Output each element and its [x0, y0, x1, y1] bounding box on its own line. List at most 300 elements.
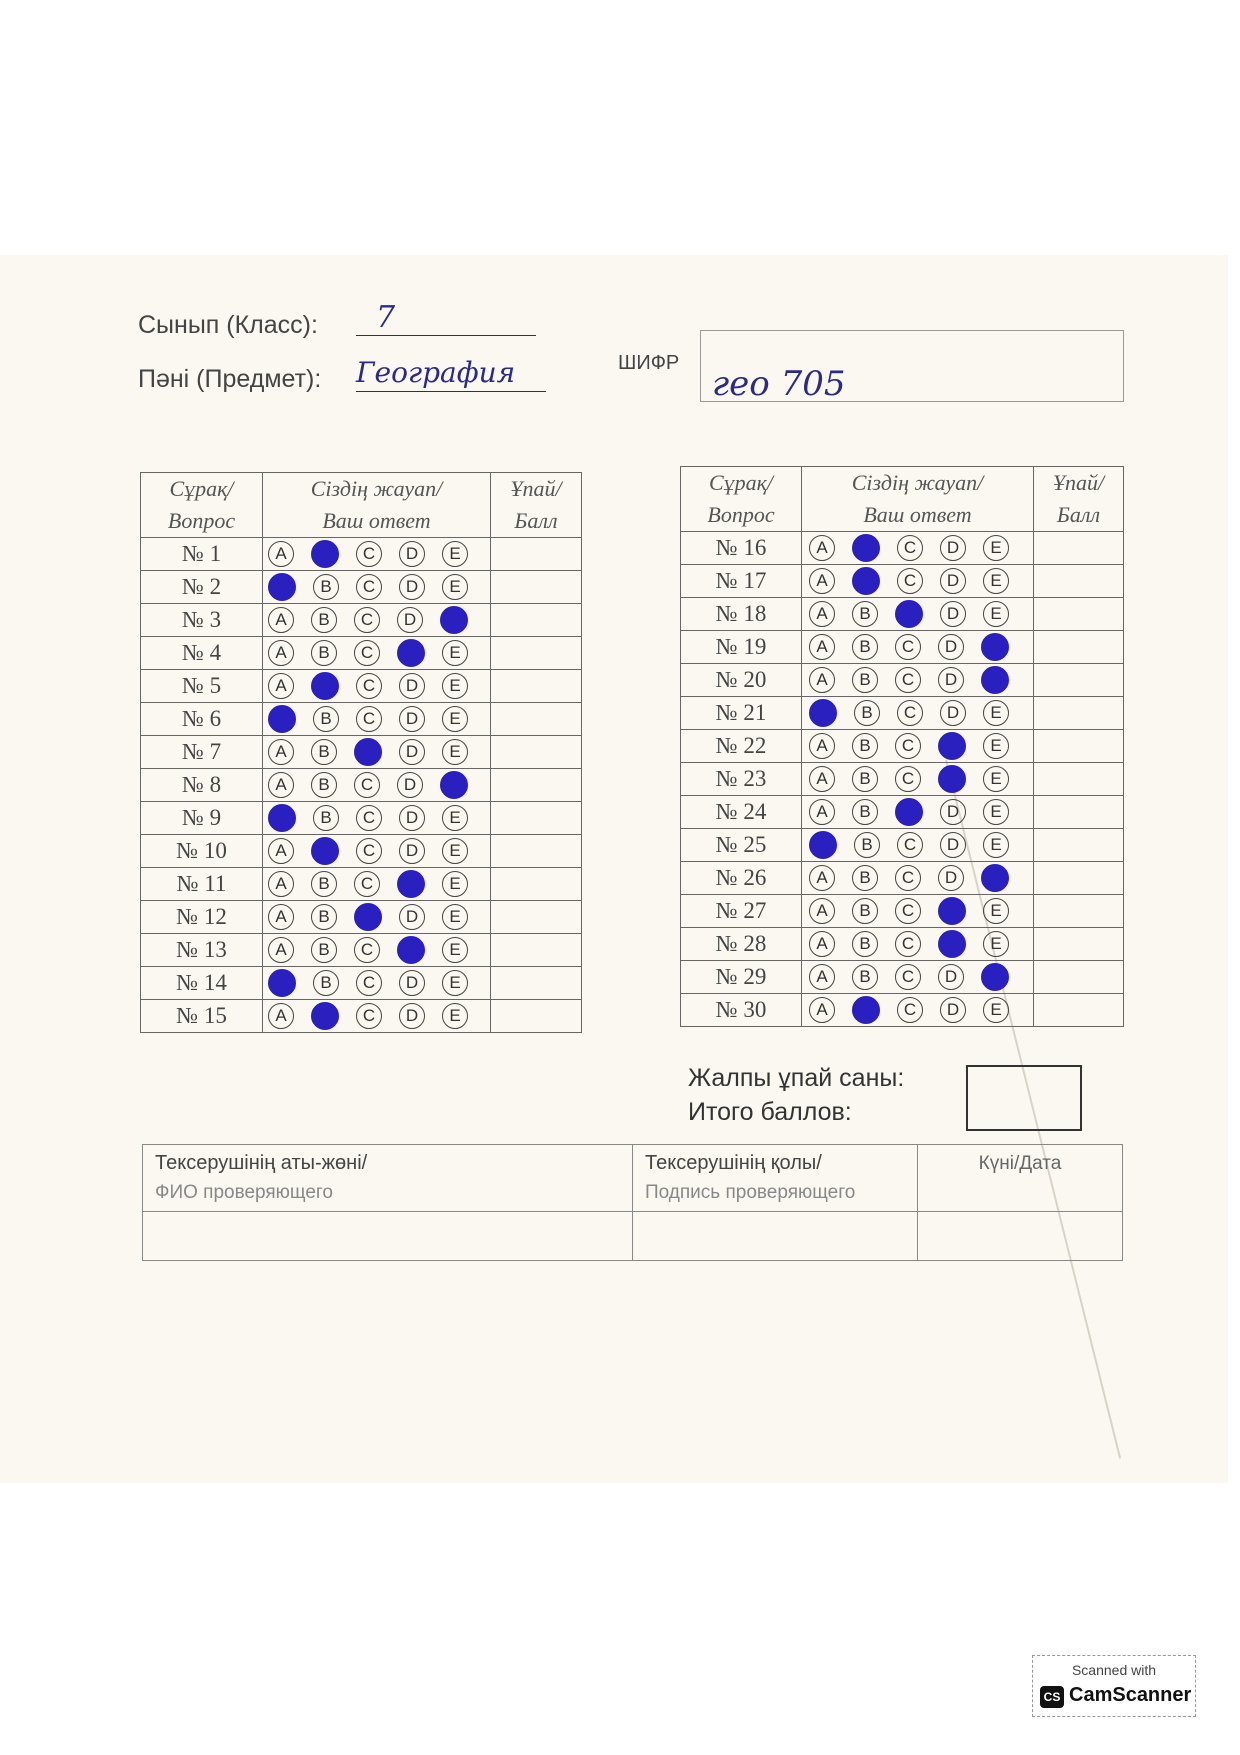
option-bubble-e[interactable]: E — [442, 970, 468, 996]
option-bubble-c[interactable]: C — [354, 607, 380, 633]
camscanner-logo-icon: CS — [1040, 1686, 1064, 1708]
answer-options — [802, 796, 1034, 829]
option-bubble-c-filled[interactable] — [354, 903, 382, 931]
class-underline — [356, 335, 536, 336]
answer-row — [141, 769, 582, 802]
answer-row — [141, 868, 582, 901]
option-bubble-d[interactable]: D — [399, 706, 425, 732]
question-number: № 20 — [681, 664, 802, 697]
option-bubble-d[interactable]: D — [399, 541, 425, 567]
option-bubble-e-filled[interactable] — [440, 771, 468, 799]
answer-options — [802, 961, 1034, 994]
question-number: № 21 — [681, 697, 802, 730]
option-bubble-d[interactable]: D — [399, 805, 425, 831]
option-bubble-d[interactable]: D — [940, 832, 966, 858]
answer-options — [802, 829, 1034, 862]
option-bubble-c[interactable]: C — [356, 805, 382, 831]
answer-options — [802, 697, 1034, 730]
option-bubble-a[interactable]: A — [268, 640, 294, 666]
option-bubble-c[interactable]: C — [356, 541, 382, 567]
question-number: № 15 — [141, 1000, 263, 1033]
option-bubble-d[interactable]: D — [938, 865, 964, 891]
score-cell[interactable] — [491, 703, 582, 736]
option-bubble-d[interactable]: D — [940, 700, 966, 726]
score-cell[interactable] — [491, 769, 582, 802]
answer-row — [681, 763, 1124, 796]
score-cell[interactable] — [491, 1000, 582, 1033]
option-bubble-b[interactable]: B — [313, 574, 339, 600]
score-cell[interactable] — [1034, 796, 1124, 829]
option-bubble-a[interactable]: A — [268, 607, 294, 633]
option-bubble-d-filled[interactable] — [397, 870, 425, 898]
answer-row — [141, 703, 582, 736]
checker-sign-field[interactable] — [633, 1212, 918, 1261]
answer-row — [681, 631, 1124, 664]
option-bubble-e[interactable]: E — [983, 733, 1009, 759]
option-bubble-a[interactable]: A — [809, 766, 835, 792]
answer-row — [681, 829, 1124, 862]
subject-label: Пәні (Предмет): — [138, 365, 322, 393]
option-bubble-c[interactable]: C — [895, 634, 921, 660]
option-bubble-c[interactable]: C — [354, 772, 380, 798]
option-bubble-c[interactable]: C — [356, 574, 382, 600]
score-cell[interactable] — [491, 802, 582, 835]
option-bubble-a-filled[interactable] — [268, 969, 296, 997]
option-bubble-a[interactable]: A — [809, 634, 835, 660]
option-bubble-b[interactable]: B — [313, 970, 339, 996]
answer-options — [263, 802, 491, 835]
question-number: № 5 — [141, 670, 263, 703]
answer-row — [681, 928, 1124, 961]
option-bubble-b[interactable]: B — [852, 601, 878, 627]
answer-row — [141, 967, 582, 1000]
answer-row — [681, 664, 1124, 697]
question-number: № 14 — [141, 967, 263, 1000]
option-bubble-a-filled[interactable] — [268, 573, 296, 601]
answer-options — [263, 769, 491, 802]
option-bubble-b-filled[interactable] — [311, 672, 339, 700]
option-bubble-a[interactable]: A — [809, 568, 835, 594]
option-bubble-d[interactable]: D — [940, 568, 966, 594]
option-bubble-e[interactable]: E — [442, 871, 468, 897]
answer-options — [802, 895, 1034, 928]
option-bubble-c[interactable]: C — [897, 997, 923, 1023]
question-number: № 30 — [681, 994, 802, 1027]
answer-options — [263, 934, 491, 967]
question-number: № 29 — [681, 961, 802, 994]
option-bubble-d[interactable]: D — [938, 634, 964, 660]
score-cell[interactable] — [1034, 565, 1124, 598]
option-bubble-e[interactable]: E — [442, 937, 468, 963]
score-cell[interactable] — [491, 901, 582, 934]
option-bubble-b[interactable]: B — [852, 931, 878, 957]
option-bubble-c[interactable]: C — [354, 871, 380, 897]
answer-options — [263, 967, 491, 1000]
question-number: № 11 — [141, 868, 263, 901]
total-label-kz: Жалпы ұпай саны: — [688, 1064, 905, 1092]
answer-row — [681, 796, 1124, 829]
option-bubble-b[interactable]: B — [854, 700, 880, 726]
question-number: № 13 — [141, 934, 263, 967]
answer-row — [681, 565, 1124, 598]
watermark-top-text: Scanned with — [1071, 1662, 1157, 1678]
question-number: № 17 — [681, 565, 802, 598]
option-bubble-a[interactable]: A — [809, 799, 835, 825]
option-bubble-a[interactable]: A — [809, 997, 835, 1023]
total-label-ru: Итого баллов: — [688, 1098, 852, 1126]
option-bubble-a[interactable]: A — [268, 1003, 294, 1029]
option-bubble-c[interactable]: C — [895, 733, 921, 759]
subject-value: География — [356, 356, 516, 389]
answer-options — [263, 703, 491, 736]
option-bubble-e[interactable]: E — [983, 832, 1009, 858]
question-number: № 26 — [681, 862, 802, 895]
option-bubble-c[interactable]: C — [895, 667, 921, 693]
option-bubble-c[interactable]: C — [895, 931, 921, 957]
option-bubble-c[interactable]: C — [356, 970, 382, 996]
score-cell[interactable] — [1034, 631, 1124, 664]
option-bubble-d[interactable]: D — [399, 673, 425, 699]
header-score: Ұпай/ Балл — [491, 473, 582, 538]
option-bubble-e[interactable]: E — [983, 799, 1009, 825]
option-bubble-a-filled[interactable] — [809, 831, 837, 859]
option-bubble-b[interactable]: B — [852, 667, 878, 693]
answer-options — [802, 631, 1034, 664]
question-number: № 16 — [681, 532, 802, 565]
option-bubble-d[interactable]: D — [940, 535, 966, 561]
answer-row — [681, 862, 1124, 895]
score-cell[interactable] — [1034, 928, 1124, 961]
answer-row — [141, 670, 582, 703]
option-bubble-b-filled[interactable] — [852, 567, 880, 595]
option-bubble-b-filled[interactable] — [852, 534, 880, 562]
option-bubble-e[interactable]: E — [983, 700, 1009, 726]
option-bubble-b[interactable]: B — [852, 634, 878, 660]
answer-options — [802, 928, 1034, 961]
answer-row — [141, 901, 582, 934]
option-bubble-d-filled[interactable] — [938, 930, 966, 958]
option-bubble-b[interactable]: B — [313, 706, 339, 732]
option-bubble-a[interactable]: A — [809, 733, 835, 759]
question-number: № 10 — [141, 835, 263, 868]
answer-row — [141, 604, 582, 637]
option-bubble-a-filled[interactable] — [268, 705, 296, 733]
question-number: № 2 — [141, 571, 263, 604]
option-bubble-a[interactable]: A — [268, 739, 294, 765]
answer-options — [263, 538, 491, 571]
question-number: № 27 — [681, 895, 802, 928]
option-bubble-c-filled[interactable] — [895, 798, 923, 826]
question-number: № 23 — [681, 763, 802, 796]
answer-row — [141, 571, 582, 604]
answer-table-right — [680, 466, 1124, 1027]
option-bubble-a[interactable]: A — [809, 931, 835, 957]
score-cell[interactable] — [491, 538, 582, 571]
option-bubble-e-filled[interactable] — [981, 666, 1009, 694]
option-bubble-d[interactable]: D — [399, 739, 425, 765]
answer-options — [263, 637, 491, 670]
score-cell[interactable] — [491, 967, 582, 1000]
option-bubble-a[interactable]: A — [268, 673, 294, 699]
question-number: № 4 — [141, 637, 263, 670]
score-cell[interactable] — [1034, 961, 1124, 994]
option-bubble-d-filled[interactable] — [938, 765, 966, 793]
option-bubble-c[interactable]: C — [895, 865, 921, 891]
answer-row — [681, 895, 1124, 928]
option-bubble-e[interactable]: E — [442, 673, 468, 699]
answer-options — [802, 862, 1034, 895]
option-bubble-b[interactable]: B — [311, 904, 337, 930]
question-number: № 8 — [141, 769, 263, 802]
answer-options — [263, 736, 491, 769]
answer-row — [681, 961, 1124, 994]
score-cell[interactable] — [1034, 763, 1124, 796]
option-bubble-d[interactable]: D — [399, 838, 425, 864]
checker-name-field[interactable] — [143, 1212, 633, 1261]
option-bubble-a[interactable]: A — [268, 772, 294, 798]
option-bubble-e[interactable]: E — [983, 601, 1009, 627]
score-cell[interactable] — [1034, 994, 1124, 1027]
class-label: Сынып (Класс): — [138, 311, 318, 339]
score-cell[interactable] — [1034, 697, 1124, 730]
score-cell[interactable] — [491, 934, 582, 967]
checker-name-cell: Тексерушінің аты-жөні/ ФИО проверяющего — [143, 1145, 633, 1212]
score-cell[interactable] — [491, 868, 582, 901]
date-cell: Күні/Дата — [918, 1145, 1123, 1212]
option-bubble-c[interactable]: C — [897, 568, 923, 594]
option-bubble-b[interactable]: B — [311, 871, 337, 897]
question-number: № 12 — [141, 901, 263, 934]
option-bubble-e-filled[interactable] — [440, 606, 468, 634]
header-score: Ұпай/ Балл — [1034, 467, 1124, 532]
option-bubble-b-filled[interactable] — [311, 1002, 339, 1030]
camscanner-watermark — [1032, 1655, 1196, 1717]
option-bubble-d[interactable]: D — [940, 799, 966, 825]
question-number: № 18 — [681, 598, 802, 631]
option-bubble-c[interactable]: C — [356, 838, 382, 864]
option-bubble-e[interactable]: E — [983, 568, 1009, 594]
option-bubble-b[interactable]: B — [852, 964, 878, 990]
question-number: № 6 — [141, 703, 263, 736]
option-bubble-c[interactable]: C — [897, 700, 923, 726]
option-bubble-e[interactable]: E — [442, 706, 468, 732]
option-bubble-a[interactable]: A — [268, 937, 294, 963]
score-cell[interactable] — [491, 736, 582, 769]
option-bubble-c[interactable]: C — [354, 937, 380, 963]
question-number: № 28 — [681, 928, 802, 961]
option-bubble-a[interactable]: A — [809, 964, 835, 990]
option-bubble-a-filled[interactable] — [268, 804, 296, 832]
option-bubble-a[interactable]: A — [268, 904, 294, 930]
option-bubble-c-filled[interactable] — [354, 738, 382, 766]
option-bubble-e[interactable]: E — [442, 904, 468, 930]
score-cell[interactable] — [1034, 664, 1124, 697]
option-bubble-d-filled[interactable] — [397, 639, 425, 667]
answer-options — [263, 571, 491, 604]
header-question: Сұрақ/ Вопрос — [141, 473, 263, 538]
answer-options — [802, 532, 1034, 565]
score-cell[interactable] — [491, 637, 582, 670]
option-bubble-a[interactable]: A — [809, 667, 835, 693]
option-bubble-c[interactable]: C — [897, 535, 923, 561]
answer-options — [263, 868, 491, 901]
subject-underline — [356, 391, 546, 392]
option-bubble-d-filled[interactable] — [938, 732, 966, 760]
option-bubble-d-filled[interactable] — [397, 936, 425, 964]
answer-options — [263, 670, 491, 703]
score-cell[interactable] — [491, 604, 582, 637]
answer-row — [141, 1000, 582, 1033]
question-number: № 19 — [681, 631, 802, 664]
option-bubble-c[interactable]: C — [356, 1003, 382, 1029]
option-bubble-c[interactable]: C — [895, 964, 921, 990]
answer-row — [681, 730, 1124, 763]
question-number: № 3 — [141, 604, 263, 637]
option-bubble-b[interactable]: B — [311, 607, 337, 633]
option-bubble-a[interactable]: A — [268, 838, 294, 864]
option-bubble-c[interactable]: C — [895, 766, 921, 792]
signature-table — [142, 1144, 1123, 1261]
answer-row — [141, 802, 582, 835]
answer-options — [802, 730, 1034, 763]
score-cell[interactable] — [1034, 730, 1124, 763]
option-bubble-c[interactable]: C — [895, 898, 921, 924]
option-bubble-b[interactable]: B — [854, 832, 880, 858]
option-bubble-d[interactable]: D — [397, 772, 423, 798]
question-number: № 22 — [681, 730, 802, 763]
score-cell[interactable] — [1034, 895, 1124, 928]
option-bubble-e[interactable]: E — [442, 838, 468, 864]
option-bubble-d[interactable]: D — [940, 601, 966, 627]
answer-row — [681, 697, 1124, 730]
header-answer: Сіздің жауап/ Ваш ответ — [263, 473, 491, 538]
score-cell[interactable] — [1034, 829, 1124, 862]
option-bubble-e[interactable]: E — [442, 541, 468, 567]
answer-options — [263, 1000, 491, 1033]
class-value: 7 — [376, 300, 396, 335]
option-bubble-a[interactable]: A — [809, 898, 835, 924]
score-cell[interactable] — [491, 835, 582, 868]
option-bubble-b[interactable]: B — [852, 799, 878, 825]
answer-options — [802, 664, 1034, 697]
option-bubble-c[interactable]: C — [354, 640, 380, 666]
option-bubble-d[interactable]: D — [399, 904, 425, 930]
answer-row — [681, 598, 1124, 631]
option-bubble-c[interactable]: C — [356, 706, 382, 732]
answer-table-left — [140, 472, 582, 1033]
option-bubble-d[interactable]: D — [940, 997, 966, 1023]
option-bubble-e-filled[interactable] — [981, 864, 1009, 892]
answer-options — [802, 565, 1034, 598]
option-bubble-e[interactable]: E — [983, 766, 1009, 792]
option-bubble-b[interactable]: B — [313, 805, 339, 831]
option-bubble-b[interactable]: B — [852, 898, 878, 924]
option-bubble-b[interactable]: B — [311, 739, 337, 765]
option-bubble-d[interactable]: D — [397, 607, 423, 633]
option-bubble-d[interactable]: D — [399, 1003, 425, 1029]
option-bubble-b[interactable]: B — [852, 865, 878, 891]
score-cell[interactable] — [491, 670, 582, 703]
score-cell[interactable] — [1034, 862, 1124, 895]
answer-row — [141, 637, 582, 670]
date-field[interactable] — [918, 1212, 1123, 1261]
option-bubble-a[interactable]: A — [268, 541, 294, 567]
answer-options — [802, 598, 1034, 631]
total-score-box[interactable] — [966, 1065, 1082, 1131]
option-bubble-e[interactable]: E — [442, 1003, 468, 1029]
option-bubble-e-filled[interactable] — [981, 963, 1009, 991]
option-bubble-b-filled[interactable] — [311, 837, 339, 865]
option-bubble-d-filled[interactable] — [938, 897, 966, 925]
option-bubble-c-filled[interactable] — [895, 600, 923, 628]
header-question: Сұрақ/ Вопрос — [681, 467, 802, 532]
answer-row — [141, 934, 582, 967]
option-bubble-a-filled[interactable] — [809, 699, 837, 727]
cipher-value: гео 705 — [712, 364, 846, 404]
option-bubble-b[interactable]: B — [311, 772, 337, 798]
option-bubble-b-filled[interactable] — [852, 996, 880, 1024]
option-bubble-e[interactable]: E — [983, 931, 1009, 957]
answer-options — [263, 604, 491, 637]
answer-row — [141, 736, 582, 769]
score-cell[interactable] — [491, 571, 582, 604]
score-cell[interactable] — [1034, 532, 1124, 565]
checker-sign-cell: Тексерушінің қолы/ Подпись проверяющего — [633, 1145, 918, 1212]
option-bubble-b[interactable]: B — [311, 937, 337, 963]
option-bubble-c[interactable]: C — [897, 832, 923, 858]
option-bubble-e[interactable]: E — [442, 640, 468, 666]
answer-row — [141, 538, 582, 571]
answer-options — [263, 901, 491, 934]
option-bubble-b[interactable]: B — [852, 766, 878, 792]
option-bubble-c[interactable]: C — [356, 673, 382, 699]
option-bubble-d[interactable]: D — [938, 964, 964, 990]
answer-options — [802, 994, 1034, 1027]
question-number: № 25 — [681, 829, 802, 862]
score-cell[interactable] — [1034, 598, 1124, 631]
answer-options — [802, 763, 1034, 796]
header-answer: Сіздің жауап/ Ваш ответ — [802, 467, 1034, 532]
option-bubble-e[interactable]: E — [442, 574, 468, 600]
option-bubble-b[interactable]: B — [852, 733, 878, 759]
answer-row — [141, 835, 582, 868]
option-bubble-a[interactable]: A — [268, 871, 294, 897]
option-bubble-e[interactable]: E — [442, 739, 468, 765]
option-bubble-b-filled[interactable] — [311, 540, 339, 568]
cipher-label: ШИФР — [618, 352, 680, 374]
answer-row — [681, 994, 1124, 1027]
option-bubble-e[interactable]: E — [983, 535, 1009, 561]
answer-options — [263, 835, 491, 868]
option-bubble-d[interactable]: D — [399, 574, 425, 600]
option-bubble-e[interactable]: E — [983, 898, 1009, 924]
watermark-name: CamScanner — [1069, 1684, 1192, 1706]
option-bubble-d[interactable]: D — [399, 970, 425, 996]
option-bubble-d[interactable]: D — [938, 667, 964, 693]
option-bubble-a[interactable]: A — [809, 865, 835, 891]
option-bubble-b[interactable]: B — [311, 640, 337, 666]
answer-row — [681, 532, 1124, 565]
question-number: № 9 — [141, 802, 263, 835]
option-bubble-a[interactable]: A — [809, 601, 835, 627]
option-bubble-a[interactable]: A — [809, 535, 835, 561]
option-bubble-e[interactable]: E — [983, 997, 1009, 1023]
option-bubble-e[interactable]: E — [442, 805, 468, 831]
question-number: № 1 — [141, 538, 263, 571]
option-bubble-e-filled[interactable] — [981, 633, 1009, 661]
question-number: № 7 — [141, 736, 263, 769]
question-number: № 24 — [681, 796, 802, 829]
